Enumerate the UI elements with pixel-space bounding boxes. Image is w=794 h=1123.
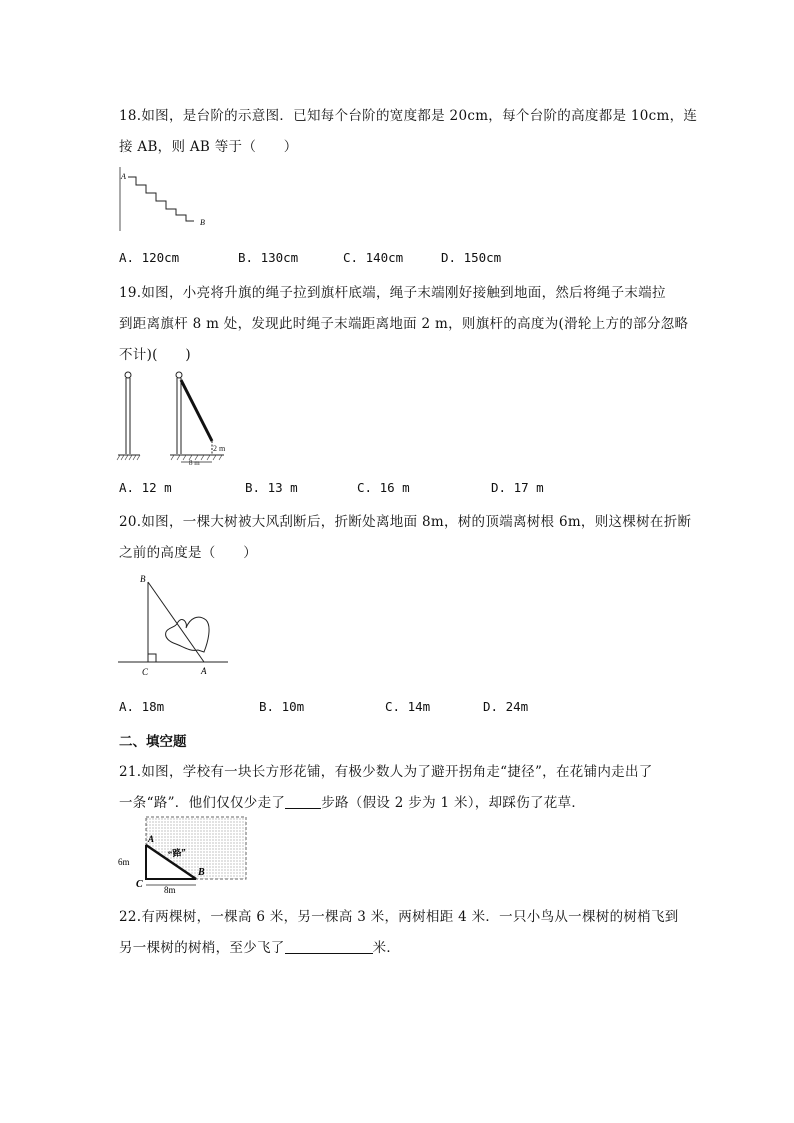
q19-flagpole-figure	[116, 368, 236, 468]
q21-label-c: C	[136, 879, 143, 890]
q19-line-3: 不计)( )	[119, 347, 191, 363]
q18-staircase-figure	[118, 165, 218, 233]
q20-line-1: 20.如图，一棵大树被大风刮断后，折断处离地面 8m，树的顶端离树根 6m，则这棵树在折断	[119, 514, 692, 530]
q18-label-a: A	[121, 172, 126, 181]
q20-option-a: A. 18m	[119, 699, 165, 714]
q20-label-c: C	[142, 667, 149, 677]
q21-line-2-after: 步路（假设 2 步为 1 米），却踩伤了花草．	[321, 795, 586, 811]
q21-label-8m: 8m	[164, 885, 176, 895]
q22-line-2-before: 另一棵树的树梢，至少飞了	[119, 940, 285, 956]
q19-line-2: 到距离旗杆 8 m 处，发现此时绳子末端距离地面 2 m，则旗杆的高度为(滑轮上方的部分忽略	[119, 316, 689, 332]
q20-line-2: 之前的高度是（ ）	[119, 545, 257, 561]
q19-option-b: B. 13 m	[245, 480, 298, 495]
q18-option-d: D. 150cm	[441, 250, 502, 265]
q20-option-c: C. 14m	[385, 699, 431, 714]
q21-line-2	[119, 791, 585, 811]
q22-line-2-after: 米．	[372, 940, 401, 956]
q21-answer-blank[interactable]	[285, 794, 321, 809]
q19-option-d: D. 17 m	[491, 480, 544, 495]
q20-option-b: B. 10m	[259, 699, 305, 714]
q21-line-1: 21.如图，学校有一块长方形花铺，有极少数人为了避开拐角走“捷径”，在花铺内走出了	[119, 764, 653, 780]
q21-label-6m: 6m	[118, 857, 130, 867]
q18-line-1: 18.如图，是台阶的示意图．已知每个台阶的宽度都是 20cm，每个台阶的高度都是 10cm，连	[119, 108, 698, 124]
q20-label-a: A	[201, 666, 207, 676]
q20-option-d: D. 24m	[483, 699, 529, 714]
q18-option-c: C. 140cm	[343, 250, 404, 265]
q19-line-1: 19.如图，小亮将升旗的绳子拉到旗杆底端，绳子末端刚好接触到地面，然后将绳子末端拉	[119, 285, 666, 301]
q19-option-c: C. 16 m	[357, 480, 410, 495]
q22-line-1: 22.有两棵树，一棵高 6 米，另一棵高 3 米，两树相距 4 米．一只小鸟从一棵树的树梢飞到	[119, 909, 679, 925]
q19-label-2m: 2 m	[213, 444, 226, 453]
q22-line-2	[119, 936, 400, 956]
q21-label-road: “路”	[167, 846, 187, 860]
q21-flowerbed-figure	[116, 815, 248, 895]
q22-answer-blank[interactable]	[285, 939, 373, 954]
section-fill-in-title: 二、填空题	[119, 734, 187, 750]
q18-label-b: B	[200, 218, 205, 227]
q21-label-a: A	[148, 834, 155, 844]
q21-label-b: B	[198, 867, 205, 878]
q20-broken-tree-figure	[118, 572, 228, 680]
q21-line-2-before: 一条“路”．他们仅仅少走了	[119, 795, 286, 811]
q20-label-b: B	[140, 574, 146, 584]
q19-option-a: A. 12 m	[119, 480, 172, 495]
q18-line-2: 接 AB，则 AB 等于（ ）	[119, 139, 298, 155]
q18-option-b: B. 130cm	[238, 250, 299, 265]
q19-label-8m: 8 m	[189, 459, 200, 467]
q18-option-a: A. 120cm	[119, 250, 180, 265]
